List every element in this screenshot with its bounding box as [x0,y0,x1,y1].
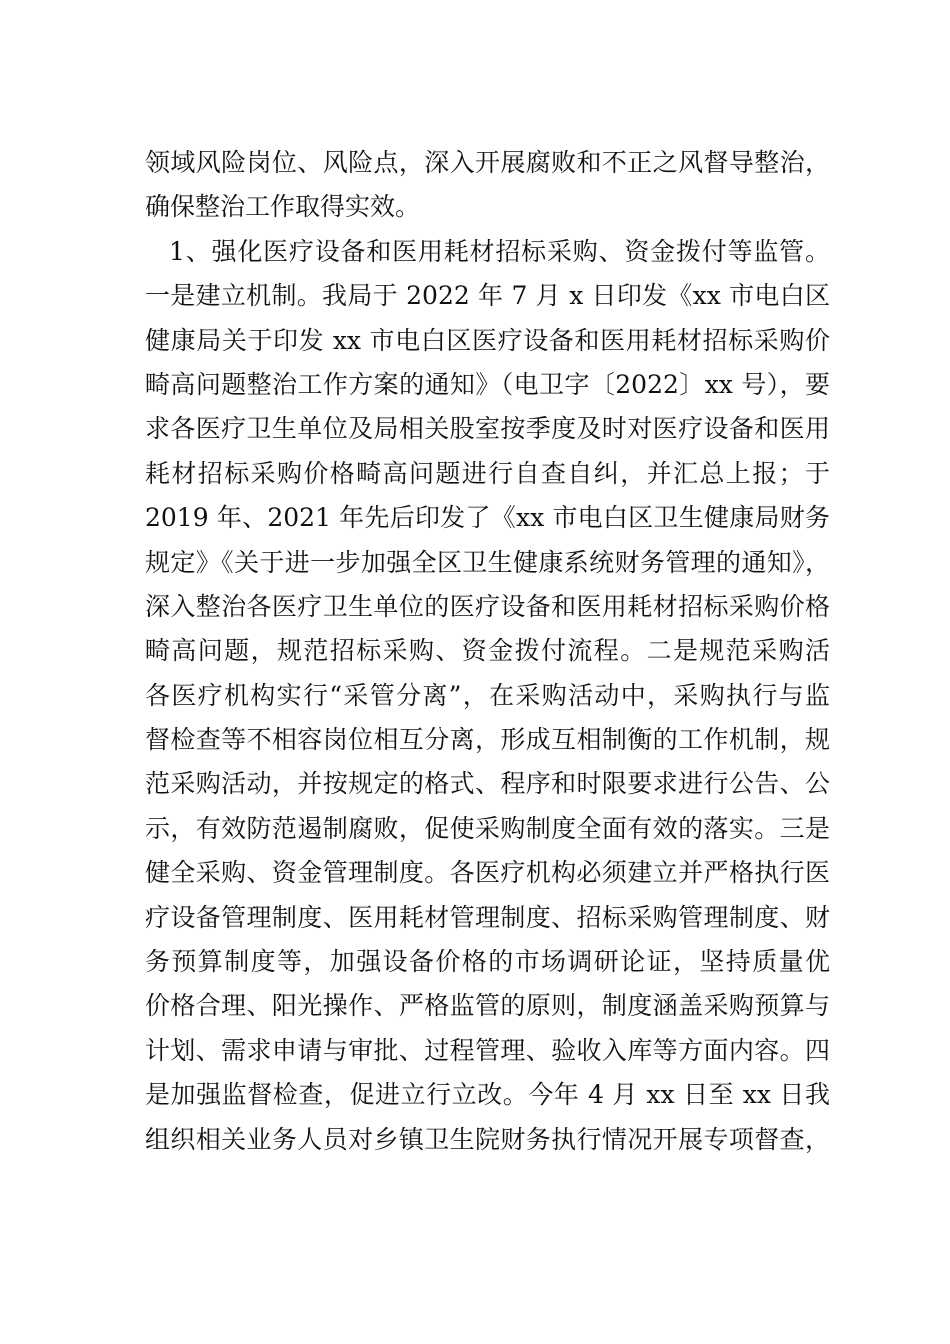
text-line: 健全采购、资金管理制度。各医疗机构必须建立并严格执行医 [145,858,830,888]
text-line: 耗材招标采购价格畸高问题进行自查自纠，并汇总上报；于 [145,458,830,488]
text-line: 督检查等不相容岗位相互分离，形成互相制衡的工作机制，规 [145,725,830,755]
text-line: 各医疗机构实行“采管分离”，在采购活动中，采购执行与监 [145,680,830,710]
text-line: 价格合理、阳光操作、严格监管的原则，制度涵盖采购预算与 [145,991,830,1021]
body-text [145,141,830,1162]
text-line: 疗设备管理制度、医用耗材管理制度、招标采购管理制度、财 [145,902,830,932]
text-line: 深入整治各医疗卫生单位的医疗设备和医用耗材招标采购价格 [145,591,830,621]
text-line: 计划、需求申请与审批、过程管理、验收入库等方面内容。四 [145,1035,830,1065]
text-line: 2019 年、2021 年先后印发了《xx 市电白区卫生健康局财务 [145,503,830,533]
text-line: 领域风险岗位、风险点，深入开展腐败和不正之风督导整治， [145,148,830,177]
text-line: 示，有效防范遏制腐败，促使采购制度全面有效的落实。三是 [145,813,830,843]
text-line: 畸高问题整治工作方案的通知》（电卫字〔2022〕xx 号），要 [145,369,830,399]
text-line: 求各医疗卫生单位及局相关股室按季度及时对医疗设备和医用 [145,414,830,444]
text-line: 规定》《关于进一步加强全区卫生健康系统财务管理的通知》， [145,547,830,577]
text-line: 畸高问题，规范招标采购、资金拨付流程。二是规范采购活 [145,636,830,666]
text-line: 确保整治工作取得实效。 [145,192,421,222]
text-line: 健康局关于印发 xx 市电白区医疗设备和医用耗材招标采购价 [145,325,830,355]
text-line: 范采购活动，并按规定的格式、程序和时限要求进行公告、公 [145,769,830,799]
text-line: 是加强监督检查，促进立行立改。今年 4 月 xx 日至 xx 日我 [145,1080,830,1110]
text-line: 组织相关业务人员对乡镇卫生院财务执行情况开展专项督查， [145,1124,830,1154]
text-line: 务预算制度等，加强设备价格的市场调研论证，坚持质量优 [145,947,830,977]
text-line: 一是建立机制。我局于 2022 年 7 月 x 日印发《xx 市电白区 [145,281,830,311]
paragraph-heading-line: 1、强化医疗设备和医用耗材招标采购、资金拨付等监管。 [169,236,830,266]
